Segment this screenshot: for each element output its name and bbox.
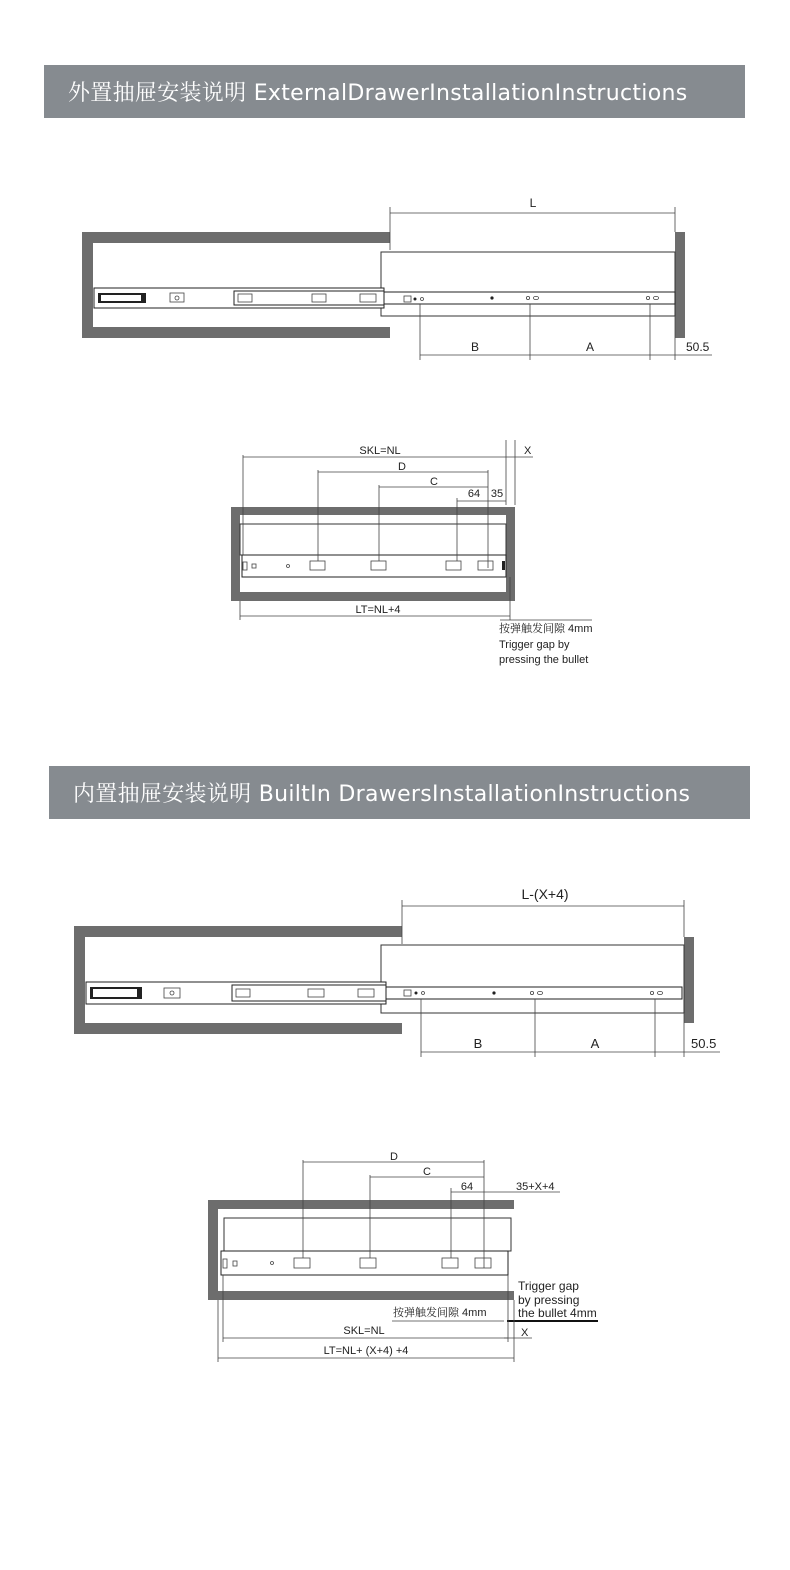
drawer-box-walls bbox=[231, 507, 515, 601]
section2-title: 内置抽屉安装说明 BuiltIn DrawersInstallationInstructions bbox=[73, 782, 691, 807]
builtin-top-view-diagram bbox=[0, 1145, 790, 1395]
svg-text:the bullet 4mm: the bullet 4mm bbox=[518, 1306, 597, 1320]
dimension-SKL bbox=[243, 445, 506, 555]
dimension-64-35 bbox=[457, 470, 506, 568]
svg-text:按弹触发间隙 4mm: 按弹触发间隙 4mm bbox=[393, 1307, 487, 1319]
trigger-gap-note bbox=[499, 620, 593, 666]
section1-title-banner bbox=[44, 65, 745, 118]
svg-text:L-(X+4): L-(X+4) bbox=[521, 886, 569, 902]
svg-text:pressing the bullet: pressing the bullet bbox=[499, 654, 589, 666]
dimension-B-A-offset bbox=[420, 304, 712, 360]
section2-title-banner bbox=[49, 766, 750, 819]
drawer-front-panel bbox=[684, 937, 694, 1023]
cabinet-wall bbox=[74, 926, 402, 1034]
svg-text:50.5: 50.5 bbox=[691, 1036, 717, 1051]
svg-text:35+X+4: 35+X+4 bbox=[516, 1181, 555, 1193]
external-top-view-diagram bbox=[0, 438, 790, 673]
dimension-B-A-offset bbox=[421, 999, 720, 1057]
section1-title: 外置抽屉安装说明 ExternalDrawerInstallationInstructions bbox=[68, 81, 688, 106]
svg-text:35: 35 bbox=[490, 488, 504, 500]
external-side-view-diagram bbox=[0, 190, 790, 370]
slide-top-view bbox=[221, 1251, 508, 1275]
dimension-L bbox=[390, 196, 675, 250]
svg-text:C: C bbox=[423, 1166, 431, 1178]
slide-rail-assembly bbox=[94, 288, 675, 308]
svg-text:X: X bbox=[524, 445, 532, 457]
slide-rail-assembly bbox=[86, 982, 682, 1004]
svg-text:C: C bbox=[430, 476, 438, 488]
drawer-box-walls bbox=[208, 1200, 514, 1300]
svg-text:LT=NL+ (X+4) +4: LT=NL+ (X+4) +4 bbox=[323, 1345, 409, 1357]
svg-text:D: D bbox=[398, 461, 406, 473]
svg-text:SKL=NL: SKL=NL bbox=[343, 1325, 385, 1337]
svg-text:SKL=NL: SKL=NL bbox=[359, 445, 401, 457]
builtin-side-view-diagram bbox=[0, 880, 790, 1060]
svg-text:Trigger gap: Trigger gap bbox=[518, 1279, 579, 1293]
svg-text:B: B bbox=[470, 340, 480, 354]
dimension-35-X-4 bbox=[484, 1181, 560, 1193]
cabinet-wall bbox=[82, 232, 390, 338]
svg-text:B: B bbox=[473, 1036, 483, 1051]
drawer-front-panel bbox=[675, 232, 685, 338]
svg-text:Trigger gap by: Trigger gap by bbox=[499, 639, 570, 651]
svg-text:A: A bbox=[585, 340, 595, 354]
svg-text:A: A bbox=[590, 1036, 600, 1051]
svg-text:L: L bbox=[529, 196, 537, 210]
drawer-box-outline bbox=[381, 945, 684, 1013]
drawer-box-outline bbox=[381, 252, 675, 316]
dimension-L-minus-X-plus-4 bbox=[402, 886, 684, 944]
svg-text:64: 64 bbox=[467, 488, 481, 500]
svg-text:64: 64 bbox=[460, 1181, 474, 1193]
svg-text:X: X bbox=[521, 1327, 529, 1339]
svg-text:按弹触发间隙 4mm: 按弹触发间隙 4mm bbox=[499, 623, 593, 635]
slide-top-view bbox=[242, 555, 506, 577]
svg-text:by pressing: by pressing bbox=[518, 1293, 580, 1307]
svg-text:D: D bbox=[390, 1151, 398, 1163]
dimension-X bbox=[506, 440, 533, 505]
svg-text:50.5: 50.5 bbox=[686, 340, 710, 354]
svg-text:LT=NL+4: LT=NL+4 bbox=[355, 604, 401, 616]
